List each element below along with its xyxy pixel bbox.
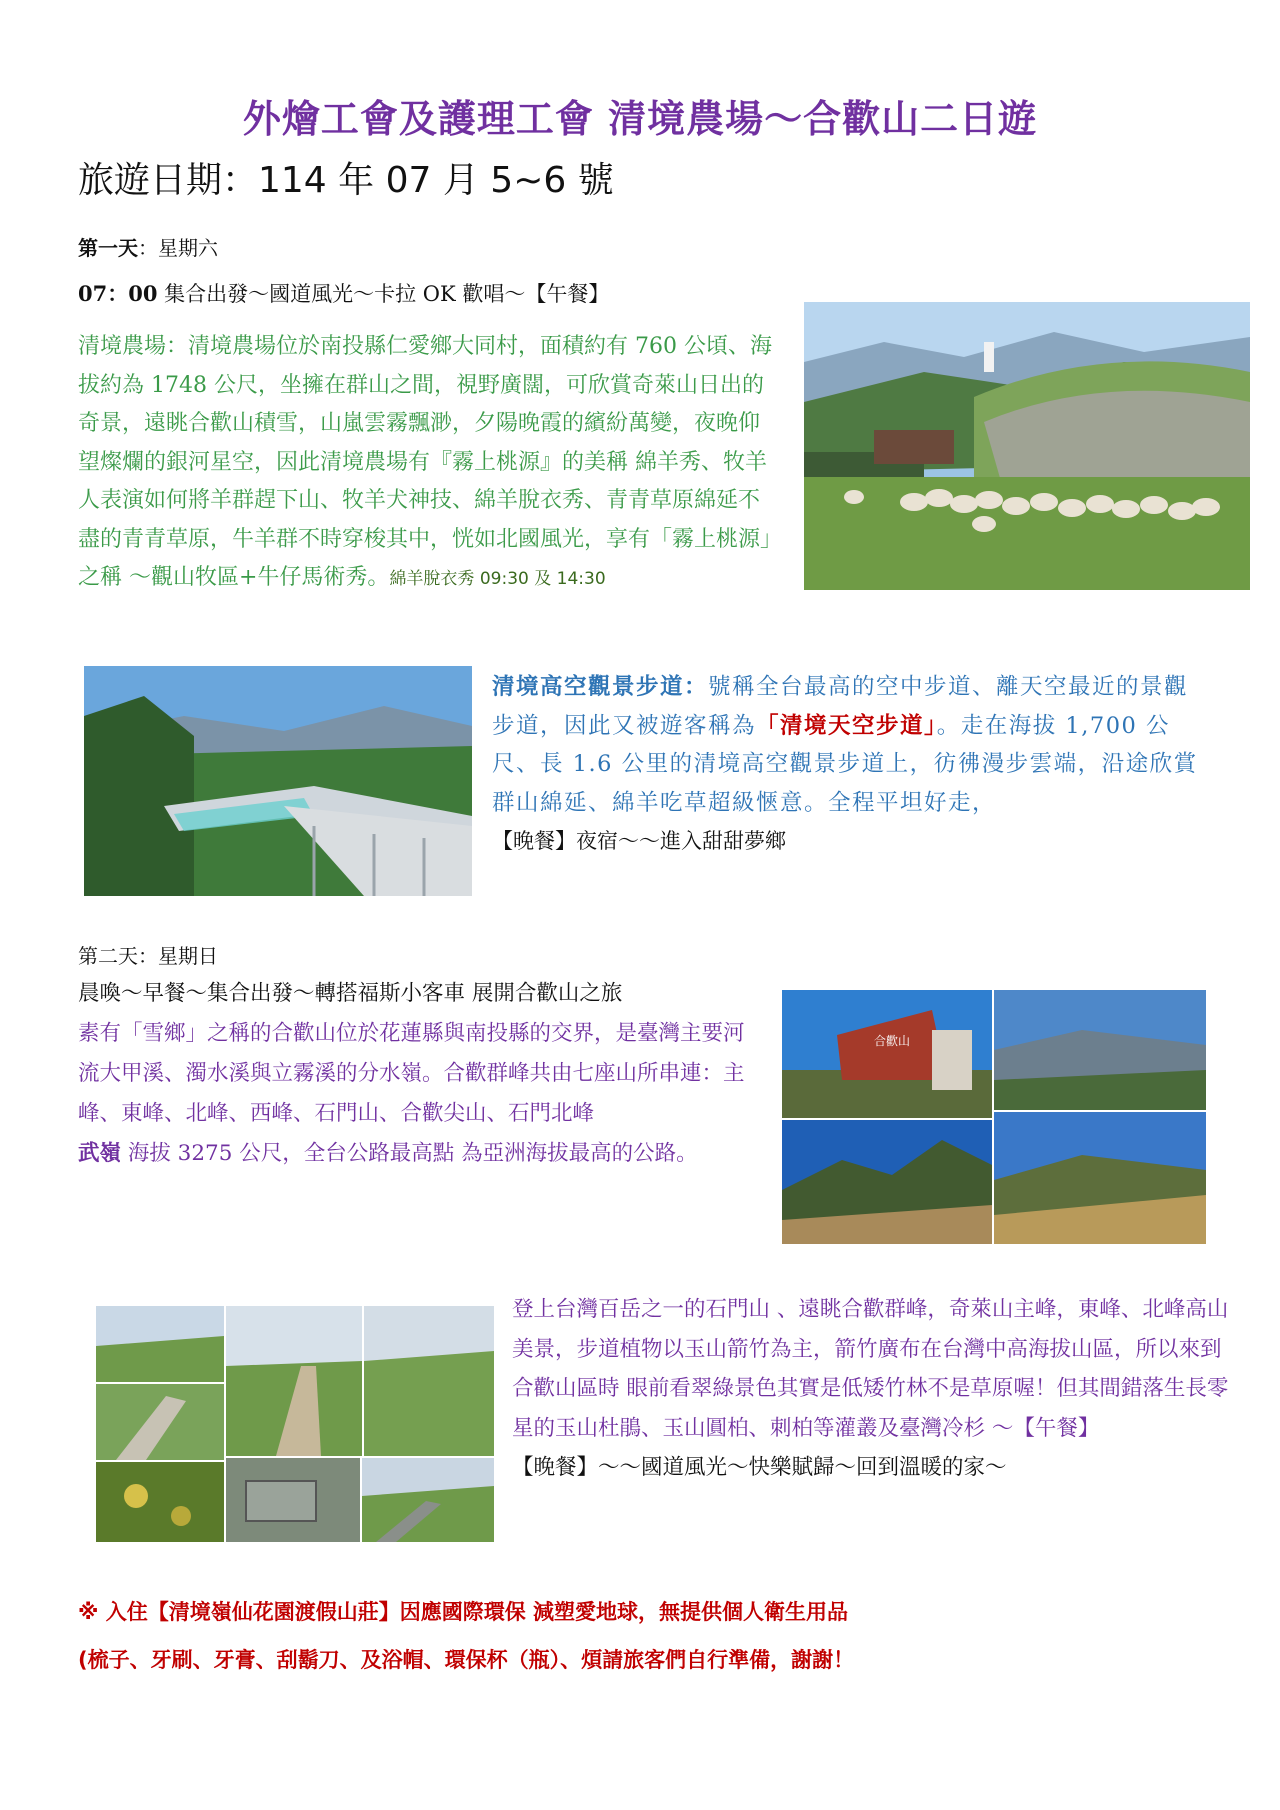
shimen-text: 登上台灣百岳之一的石門山 、遠眺合歡群峰，奇萊山主峰，東峰、北峰高山美景，步道植物以玉山箭竹為主，箭竹廣布在台灣中高海拔山區，所以來到合歡山區時 眼前看翠綠景色其實是低矮竹林不是草原喔！但其間錯落生長零星的玉山杜鵑、玉山圓柏、刺柏等灌叢及臺灣冷杉 ～【午餐】 bbox=[512, 1297, 1229, 1441]
farm-description bbox=[78, 328, 778, 599]
day1-schedule-text: 集合出發～國道風光～卡拉 OK 歡唱～【午餐】 bbox=[157, 282, 610, 306]
day1-schedule bbox=[78, 278, 609, 308]
day2-dinner: 【晚餐】～～國道風光～快樂賦歸～回到溫暖的家～ bbox=[512, 1455, 1007, 1480]
travel-date: 旅遊日期：114 年 07 月 5~6 號 bbox=[78, 160, 614, 201]
day1-heading-bold: 第一天 bbox=[78, 236, 138, 260]
skywalk-name: 「清境天空步道」 bbox=[756, 712, 937, 739]
skywalk-text-2: 。走在海拔 1,700 公尺、長 1.6 公里的清境高空觀景步道上，彷彿漫步雲端，沿途欣賞群山綿延、綿羊吃草超級愜意。全程平坦好走， bbox=[492, 712, 1198, 816]
accommodation-notice bbox=[78, 1588, 1228, 1684]
notice-line-2: (梳子、牙刷、牙膏、刮鬍刀、及浴帽、環保杯（瓶）、煩請旅客們自行準備，謝謝！ bbox=[78, 1648, 855, 1672]
day1-heading-rest: ：星期六 bbox=[138, 236, 218, 260]
day1-schedule-time: 07：00 bbox=[78, 281, 158, 306]
skywalk-title: 清境高空觀景步道： bbox=[492, 674, 709, 700]
day2-heading: 第二天：星期日 bbox=[78, 944, 218, 968]
skywalk-text-1: 號稱全台最高的空中步道、離天空最近的景觀步道，因此又被遊客稱為 bbox=[492, 674, 1189, 739]
hehuan-description bbox=[78, 974, 758, 1174]
wuling-text: 海拔 3275 公尺，全台公路最高點 為亞洲海拔最高的公路。 bbox=[121, 1141, 698, 1166]
farm-show-times: 綿羊脫衣秀 09:30 及 14:30 bbox=[389, 569, 606, 589]
farm-sheep-photo bbox=[804, 302, 1250, 590]
page-title: 外燴工會及護理工會 清境農場～合歡山二日遊 bbox=[242, 97, 1038, 141]
skywalk-photo bbox=[84, 666, 472, 896]
day1-heading bbox=[78, 232, 218, 261]
sign-text: 合歡山 bbox=[873, 1034, 911, 1048]
shimen-trail-collage bbox=[96, 1306, 494, 1542]
shimen-description bbox=[512, 1290, 1232, 1488]
farm-text: 清境農場：清境農場位於南投縣仁愛鄉大同村，面積約有 760 公頃、海拔約為 1748 公尺，坐擁在群山之間，視野廣闊，可欣賞奇萊山日出的奇景，遠眺合歡山積雪，山嵐雲霧飄渺，夕陽晚霞的繽紛萬變，夜晚仰望燦爛的銀河星空，因此清境農場有『霧上桃源』的美稱 綿羊秀、牧羊人表演如何將羊群趕下山、牧羊犬神技、綿羊脫衣秀、青青草原綿延不盡的青青草原，牛羊群不時穿梭其中，恍如北國風光，享有「霧上桃源」之稱 ～觀山牧區+牛仔馬術秀。 bbox=[78, 334, 772, 590]
day2-line1: 晨喚～早餐～集合出發～轉搭福斯小客車 展開合歡山之旅 bbox=[78, 981, 623, 1006]
wuling-label: 武嶺 bbox=[78, 1141, 122, 1166]
hehuan-collage bbox=[782, 990, 1206, 1244]
day1-dinner: 【晚餐】夜宿～～進入甜甜夢鄉 bbox=[492, 829, 786, 853]
notice-line-1: ※ 入住【清境嶺仙花園渡假山莊】因應國際環保 減塑愛地球，無提供個人衛生用品 bbox=[78, 1600, 849, 1624]
hehuan-text: 素有「雪鄉」之稱的合歡山位於花蓮縣與南投縣的交界，是臺灣主要河流大甲溪、濁水溪與立霧溪的分水嶺。合歡群峰共由七座山所串連：主峰、東峰、北峰、西峰、石門山、合歡尖山、石門北峰 bbox=[78, 1021, 745, 1126]
skywalk-description bbox=[492, 668, 1212, 861]
